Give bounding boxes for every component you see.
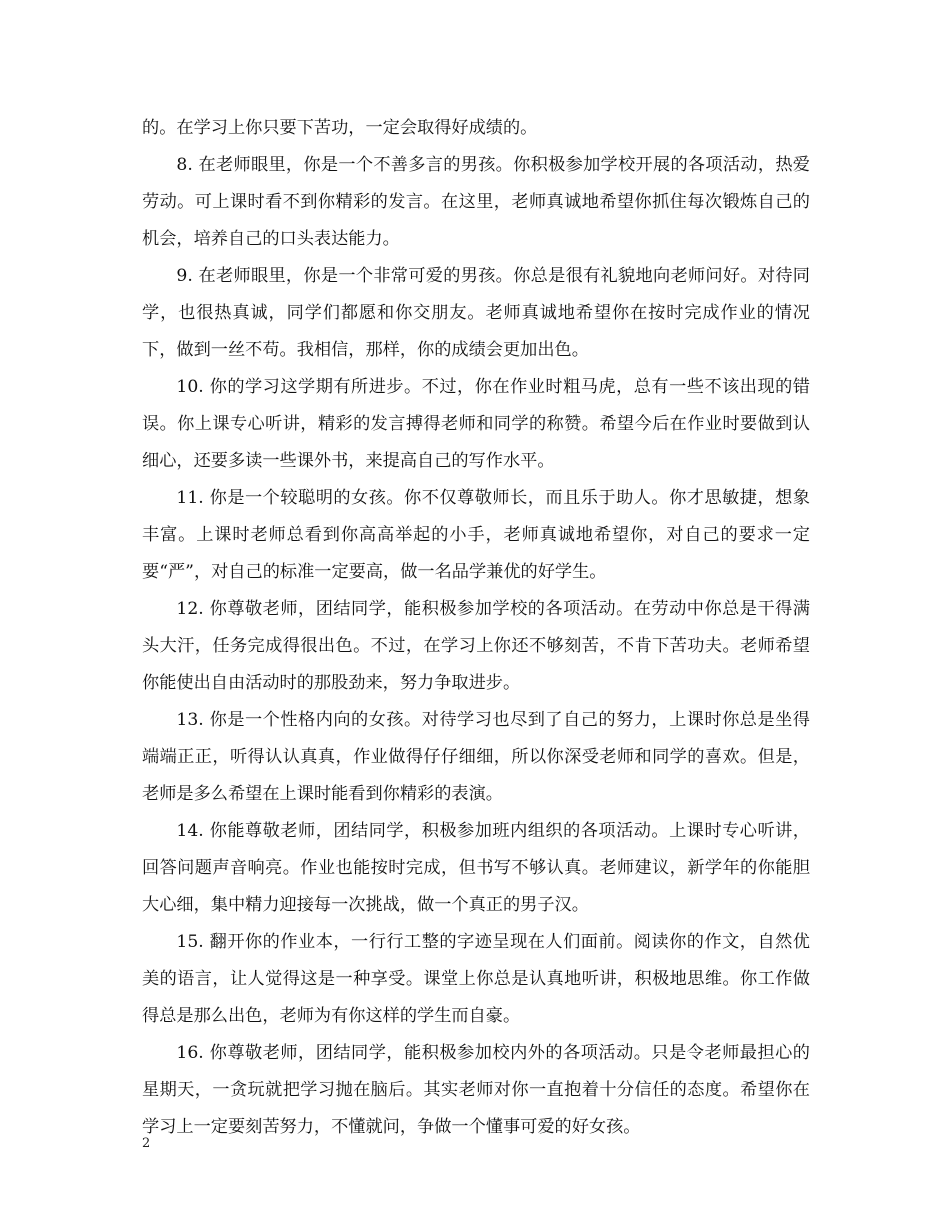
paragraph-item-16: 16. 你尊敬老师，团结同学，能积极参加校内外的各项活动。只是令老师最担心的星期天，一贪玩就把学习抛在脑后。其实老师对你一直抱着十分信任的态度。希望你在学习上一定要刻苦努力，不懂就问，争做一个懂事可爱的好女孩。 (142, 1043, 810, 1137)
paragraph-item-14: 14. 你能尊敬老师，团结同学，积极参加班内组织的各项活动。上课时专心听讲，回答问题声音响亮。作业也能按时完成，但书写不够认真。老师建议，新学年的你能胆大心细，集中精力迎接每一次挑战，做一个真正的男子汉。 (142, 821, 810, 915)
paragraph-item-8: 8. 在老师眼里，你是一个不善多言的男孩。你积极参加学校开展的各项活动，热爱劳动。可上课时看不到你精彩的发言。在这里，老师真诚地希望你抓住每次锻炼自己的机会，培养自己的口头表达能力。 (142, 155, 810, 249)
paragraph-continuation: 的。在学习上你只要下苦功，一定会取得好成绩的。 (142, 118, 538, 138)
paragraph-item-15: 15. 翻开你的作业本，一行行工整的字迹呈现在人们面前。阅读你的作文，自然优美的语言，让人觉得这是一种享受。课堂上你总是认真地听讲，积极地思维。你工作做得总是那么出色，老师为有你这样的学生而自豪。 (142, 932, 810, 1026)
paragraph-item-10: 10. 你的学习这学期有所进步。不过，你在作业时粗马虎，总有一些不该出现的错误。你上课专心听讲，精彩的发言搏得老师和同学的称赞。希望今后在作业时要做到认细心，还要多读一些课外书，来提高自己的写作水平。 (142, 377, 810, 471)
paragraph-item-11: 11. 你是一个较聪明的女孩。你不仅尊敬师长，而且乐于助人。你才思敏捷，想象丰富。上课时老师总看到你高高举起的小手，老师真诚地希望你，对自己的要求一定要“严”，对自己的标准一定要高，做一名品学兼优的好学生。 (142, 488, 810, 582)
page-number: 2 (142, 1136, 151, 1151)
paragraph-item-12: 12. 你尊敬老师，团结同学，能积极参加学校的各项活动。在劳动中你总是干得满头大汗，任务完成得很出色。不过，在学习上你还不够刻苦，不肯下苦功夫。老师希望你能使出自由活动时的那股劲来，努力争取进步。 (142, 599, 810, 693)
paragraph-item-9: 9. 在老师眼里，你是一个非常可爱的男孩。你总是很有礼貌地向老师问好。对待同学，也很热真诚，同学们都愿和你交朋友。老师真诚地希望你在按时完成作业的情况下，做到一丝不苟。我相信，那样，你的成绩会更加出色。 (142, 266, 810, 360)
paragraph-item-13: 13. 你是一个性格内向的女孩。对待学习也尽到了自己的努力，上课时你总是坐得端端正正，听得认认真真，作业做得仔仔细细，所以你深受老师和同学的喜欢。但是，老师是多么希望在上课时能看到你精彩的表演。 (142, 710, 810, 804)
document-body (142, 110, 810, 1146)
